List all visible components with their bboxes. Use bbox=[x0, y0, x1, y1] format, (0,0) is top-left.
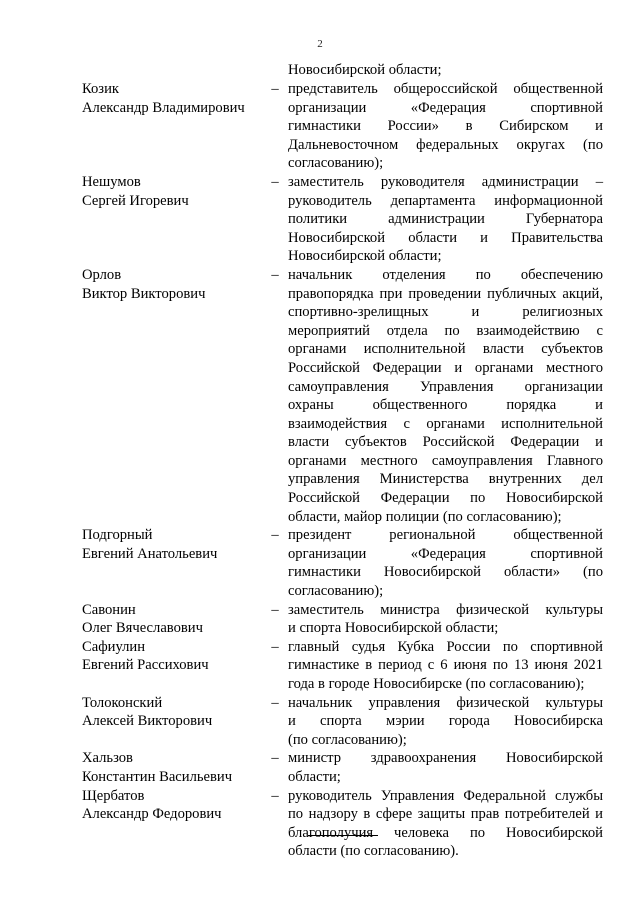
member-role bbox=[288, 749, 603, 786]
role-line: правопорядка при проведении публичных акций, bbox=[288, 285, 603, 302]
member-surname: Орлов bbox=[82, 266, 122, 283]
member-role bbox=[288, 526, 603, 600]
member-entry bbox=[82, 787, 604, 861]
role-line: гимнастики Новосибирской области» (по bbox=[288, 564, 603, 581]
role-line: политики администрации Губернатора bbox=[288, 211, 603, 228]
role-line: спортивно-зрелищных и религиозных bbox=[288, 304, 603, 321]
member-given-names: Александр Владимирович bbox=[82, 99, 245, 116]
member-given-names: Евгений Рассихович bbox=[82, 657, 209, 674]
member-entry bbox=[82, 694, 604, 750]
member-entry bbox=[82, 173, 604, 266]
member-surname: Толоконский bbox=[82, 694, 163, 711]
member-surname: Подгорный bbox=[82, 527, 153, 544]
member-given-names: Константин Васильевич bbox=[82, 768, 233, 785]
member-role bbox=[288, 173, 603, 266]
member-entry bbox=[82, 601, 604, 638]
role-line: Российской Федерации по Новосибирской bbox=[288, 490, 603, 507]
role-line: представитель общероссийской общественной bbox=[288, 81, 603, 97]
role-line: области; bbox=[288, 768, 341, 785]
member-given-names: Александр Федорович bbox=[82, 806, 222, 823]
member-surname: Козик bbox=[82, 81, 119, 97]
role-line: организации «Федерация спортивной bbox=[288, 545, 603, 562]
member-surname: Сафиулин bbox=[82, 638, 146, 655]
member-name bbox=[82, 694, 262, 731]
role-line: года в городе Новосибирске (по согласованию); bbox=[288, 676, 585, 692]
role-line: президент региональной общественной bbox=[288, 527, 603, 544]
entry-dash: – bbox=[271, 694, 279, 711]
member-surname: Щербатов bbox=[82, 787, 145, 804]
role-line: охраны общественного порядка и bbox=[288, 397, 603, 414]
entry-dash: – bbox=[271, 787, 279, 804]
member-given-names: Виктор Викторович bbox=[82, 285, 206, 302]
member-name bbox=[82, 601, 262, 638]
role-line: главный судья Кубка России по спортивной bbox=[288, 638, 603, 655]
entry-dash: – bbox=[271, 601, 279, 618]
role-line: самоуправления Управления организации bbox=[288, 378, 603, 395]
role-line: органами исполнительной власти субъектов bbox=[288, 341, 603, 358]
entry-dash: – bbox=[271, 638, 279, 655]
entry-dash: – bbox=[271, 81, 279, 97]
member-role bbox=[288, 601, 603, 638]
member-entry bbox=[82, 526, 604, 600]
role-line: заместитель министра физической культуры bbox=[288, 601, 603, 618]
role-line: заместитель руководителя администрации – bbox=[288, 173, 603, 190]
role-line: руководитель Управления Федеральной службы bbox=[288, 787, 603, 804]
role-line: (по согласованию); bbox=[288, 731, 407, 748]
role-line: власти субъектов Российской Федерации и bbox=[288, 434, 603, 451]
role-line: области (по согласованию). bbox=[288, 843, 459, 860]
role-line: гимнастике в период с 6 июня по 13 июня 2021 bbox=[288, 657, 603, 674]
entry-dash: – bbox=[271, 266, 279, 283]
member-given-names: Сергей Игоревич bbox=[82, 192, 189, 209]
role-line: взаимодействия с органами исполнительной bbox=[288, 415, 603, 432]
member-surname: Савонин bbox=[82, 601, 136, 618]
member-surname: Нешумов bbox=[82, 173, 141, 190]
role-line: согласованию); bbox=[288, 155, 384, 172]
member-name bbox=[82, 787, 262, 824]
member-role bbox=[288, 638, 603, 694]
member-role bbox=[288, 787, 603, 861]
role-line: области, майор полиции (по согласованию); bbox=[288, 508, 562, 525]
member-given-names: Олег Вячеславович bbox=[82, 620, 203, 637]
member-name bbox=[82, 638, 262, 675]
role-line: мероприятий отдела по взаимодействию с bbox=[288, 322, 603, 339]
role-line: Российской Федерации и органами местного bbox=[288, 359, 603, 376]
page-number: 2 bbox=[317, 38, 323, 50]
entry-dash: – bbox=[271, 750, 279, 767]
member-name bbox=[82, 266, 262, 303]
role-line: и спорта Новосибирской области; bbox=[288, 620, 499, 637]
entry-dash: – bbox=[271, 527, 279, 544]
member-entry bbox=[82, 638, 604, 694]
role-line: управления Министерства внутренних дел bbox=[288, 471, 603, 488]
role-line: руководитель департамента информационной bbox=[288, 192, 603, 209]
member-entry bbox=[82, 80, 604, 173]
role-line: Дальневосточном федеральных округах (по bbox=[288, 136, 603, 153]
member-given-names: Евгений Анатольевич bbox=[82, 545, 218, 562]
member-role bbox=[288, 266, 603, 526]
member-name bbox=[82, 749, 262, 786]
role-line: министр здравоохранения Новосибирской bbox=[288, 750, 603, 767]
continuation-line: Новосибирской области; bbox=[288, 62, 442, 78]
role-line: гимнастики России» в Сибирском и bbox=[288, 118, 603, 135]
role-line: благополучия человека по Новосибирской bbox=[288, 824, 603, 841]
member-entry bbox=[82, 749, 604, 786]
member-name bbox=[82, 173, 262, 210]
entry-dash: – bbox=[271, 173, 279, 190]
member-given-names: Алексей Викторович bbox=[82, 713, 213, 730]
member-name bbox=[82, 526, 262, 563]
role-line: начальник отделения по обеспечению bbox=[288, 266, 603, 283]
member-role bbox=[288, 694, 603, 750]
role-line: начальник управления физической культуры bbox=[288, 694, 603, 711]
role-line: Новосибирской области; bbox=[288, 248, 442, 265]
member-role bbox=[288, 80, 603, 173]
end-rule bbox=[308, 835, 378, 836]
member-list bbox=[82, 80, 604, 861]
member-name bbox=[82, 80, 262, 117]
role-line: Новосибирской области и Правительства bbox=[288, 229, 603, 246]
member-entry bbox=[82, 266, 604, 526]
role-line: согласованию); bbox=[288, 583, 384, 600]
role-line: органами местного самоуправления Главного bbox=[288, 452, 603, 469]
role-line: организации «Федерация спортивной bbox=[288, 99, 603, 116]
role-line: по надзору в сфере защиты прав потребителей и bbox=[288, 806, 603, 823]
member-surname: Хальзов bbox=[82, 750, 133, 767]
role-line: и спорта мэрии города Новосибирска bbox=[288, 713, 603, 730]
